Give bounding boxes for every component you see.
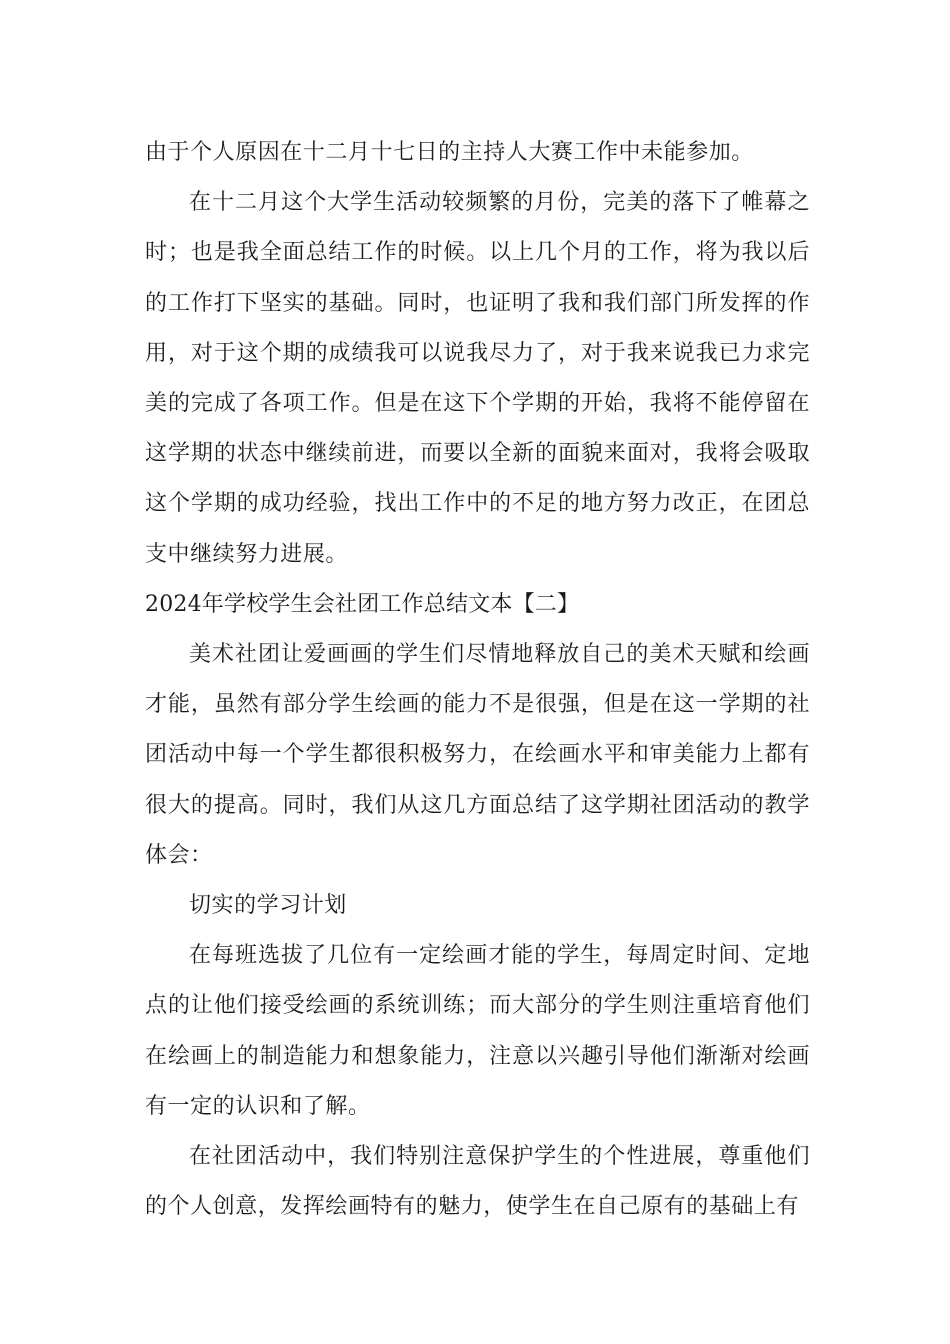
paragraph-training: 在每班选拔了几位有一定绘画才能的学生，每周定时间、定地点的让他们接受绘画的系统训练；而大部分的学生则注重培育他们在绘画上的制造能力和想象能力，注意以兴趣引导他们渐渐对绘画有一定的认识和了解。	[145, 943, 810, 1119]
paragraph-art-club-intro: 美术社团让爱画画的学生们尽情地释放自己的美术天赋和绘画才能，虽然有部分学生绘画的能力不是很强，但是在这一学期的社团活动中每一个学生都很积极努力，在绘画水平和审美能力上都有很大的提高。同时，我们从这几方面总结了这学期社团活动的教学体会：	[145, 642, 810, 868]
subheading-study-plan: 切实的学习计划	[189, 893, 347, 919]
section-heading: 2024年学校学生会社团工作总结文本【二】	[145, 591, 580, 617]
paragraph-continuation: 由于个人原因在十二月十七日的主持人大赛工作中未能参加。	[145, 140, 754, 165]
paragraph-individuality: 在社团活动中，我们特别注意保护学生的个性进展，尊重他们的个人创意，发挥绘画特有的魅力，使学生在自己原有的基础上有	[145, 1144, 810, 1220]
document-body	[145, 128, 810, 1232]
paragraph-december-summary: 在十二月这个大学生活动较频繁的月份，完美的落下了帷幕之时；也是我全面总结工作的时候。以上几个月的工作，将为我以后的工作打下坚实的基础。同时，也证明了我和我们部门所发挥的作用，对于这个期的成绩我可以说我尽力了，对于我来说我已力求完美的完成了各项工作。但是在这下个学期的开始，我将不能停留在这学期的状态中继续前进，而要以全新的面貌来面对，我将会吸取这个学期的成功经验，找出工作中的不足的地方努力改正，在团总支中继续努力进展。	[145, 190, 810, 567]
